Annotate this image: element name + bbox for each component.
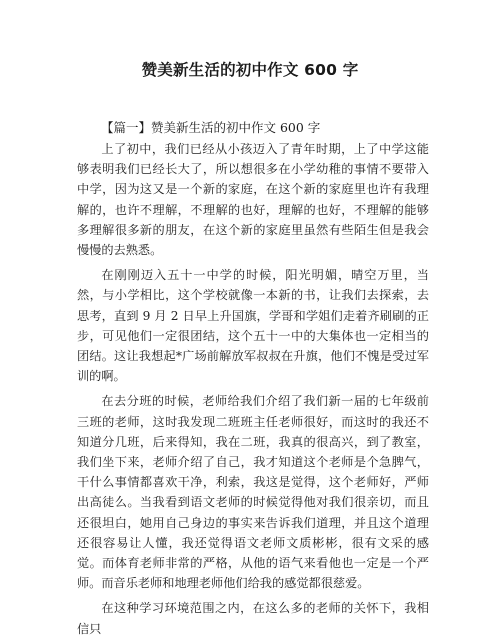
paragraph-3: 在去分班的时候，老师给我们介绍了我们新一届的七年级前三班的老师，这时我发现二班班主任老师很好，而这时的我还不知道分几班，后来得知，我在二班，我真的很高兴，到了教室，我们坐下来，老师介绍了自己，我才知道这个老师是个急脾气，干什么事情都喜欢干净，利索，我这是觉得，这个老师好，严师出高徒么。当我看到语文老师的时候觉得他对我们很亲切，而且还很坦白，她用自己身边的事实来告诉我们道理，并且这个道理还很容易让人懂，我还觉得语文老师文质彬彬，很有文采的感觉。而体育老师非常的严格，从他的语气来看他也一定是一个严师。而音乐老师和地理老师他们给我的感觉都很慈爱。 bbox=[77, 394, 429, 591]
document-body bbox=[77, 139, 429, 639]
paragraph-1: 上了初中，我们已经从小孩迈入了青年时期，上了中学这能够表明我们已经长大了，所以想很多在小学幼稚的事情不要带入中学，因为这又是一个新的家庭，在这个新的家庭里也许有我理解的，也许不理解，不理解的也好，理解的也好，不理解的能够多理解很多新的朋友，在这个新的家庭里虽然有些陌生但是我会慢慢的去熟悉。 bbox=[77, 142, 429, 258]
paragraph-2: 在刚刚迈入五十一中学的时候，阳光明媚，晴空万里，当然，与小学相比，这个学校就像一本新的书，让我们去探索，去思考，直到 9 月 2 日早上升国旗，学哥和学姐们走着齐刷刷的正步，可见他们一定很团结，这个五十一中的大集体也一定相当的团结。这让我想起*广场前解放军叔叔在升旗，他们不愧是受过军训的啊。 bbox=[77, 268, 429, 384]
paragraph-4: 在这种学习环境范围之内，在这么多的老师的关怀下，我相信只 bbox=[77, 601, 429, 636]
document-title: 赞美新生活的初中作文 600 字 bbox=[141, 61, 359, 79]
section-heading: 【篇一】赞美新生活的初中作文 600 字 bbox=[101, 120, 321, 135]
